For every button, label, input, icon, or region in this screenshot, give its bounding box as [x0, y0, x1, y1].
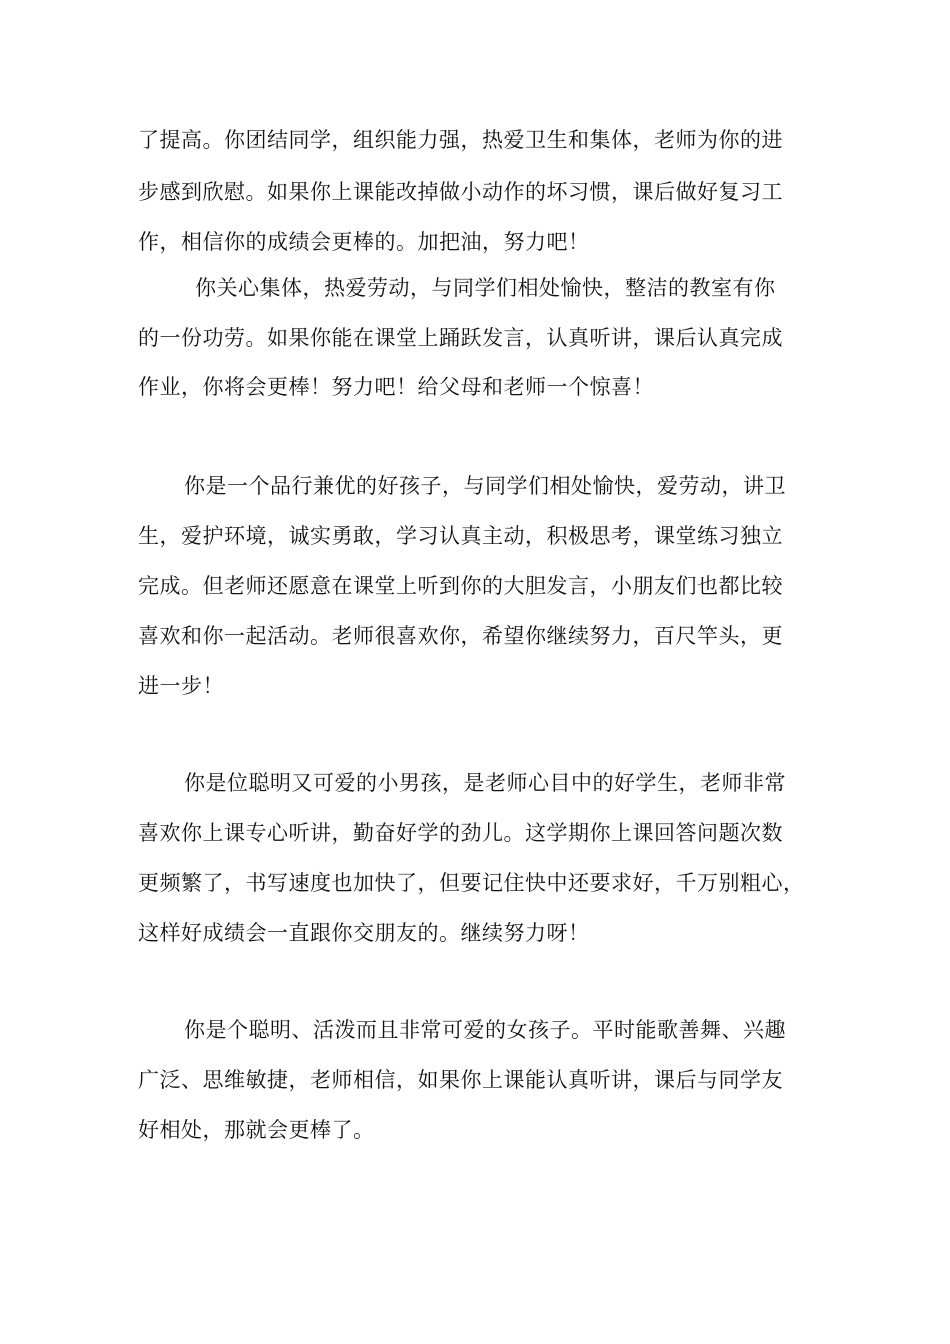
paragraph-line: 完成。但老师还愿意在课堂上听到你的大胆发言，小朋友们也都比较	[138, 574, 783, 598]
paragraph-line: 作，相信你的成绩会更棒的。加把油，努力吧！	[138, 230, 590, 254]
paragraph-line: 步感到欣慰。如果你上课能改掉做小动作的坏习惯，课后做好复习工	[138, 180, 783, 204]
paragraph-line: 这样好成绩会一直跟你交朋友的。继续努力呀！	[138, 921, 590, 945]
paragraph-line: 好相处，那就会更棒了。	[138, 1118, 375, 1142]
paragraph-line: 了提高。你团结同学，组织能力强，热爱卫生和集体，老师为你的进	[138, 128, 783, 152]
paragraph-line: 喜欢和你一起活动。老师很喜欢你，希望你继续努力，百尺竿头，更	[138, 624, 783, 648]
paragraph-line: 的一份功劳。如果你能在课堂上踊跃发言，认真听讲，课后认真完成	[138, 326, 783, 350]
paragraph-line: 更频繁了，书写速度也加快了，但要记住快中还要求好，千万别粗心，	[138, 871, 805, 895]
paragraph-line: 你是一个品行兼优的好孩子，与同学们相处愉快，爱劳动，讲卫	[184, 474, 786, 498]
paragraph-line: 进一步！	[138, 674, 224, 698]
paragraph-line: 你是位聪明又可爱的小男孩，是老师心目中的好学生，老师非常	[184, 771, 786, 795]
paragraph-line: 作业，你将会更棒！努力吧！给父母和老师一个惊喜！	[138, 375, 654, 399]
paragraph-line: 喜欢你上课专心听讲，勤奋好学的劲儿。这学期你上课回答问题次数	[138, 821, 783, 845]
paragraph-line: 广泛、思维敏捷，老师相信，如果你上课能认真听讲，课后与同学友	[138, 1068, 783, 1092]
paragraph-line: 你是个聪明、活泼而且非常可爱的女孩子。平时能歌善舞、兴趣	[184, 1018, 786, 1042]
paragraph-line: 生，爱护环境，诚实勇敢，学习认真主动，积极思考，课堂练习独立	[138, 524, 783, 548]
paragraph-line: 你关心集体，热爱劳动，与同学们相处愉快，整洁的教室有你	[195, 276, 776, 300]
